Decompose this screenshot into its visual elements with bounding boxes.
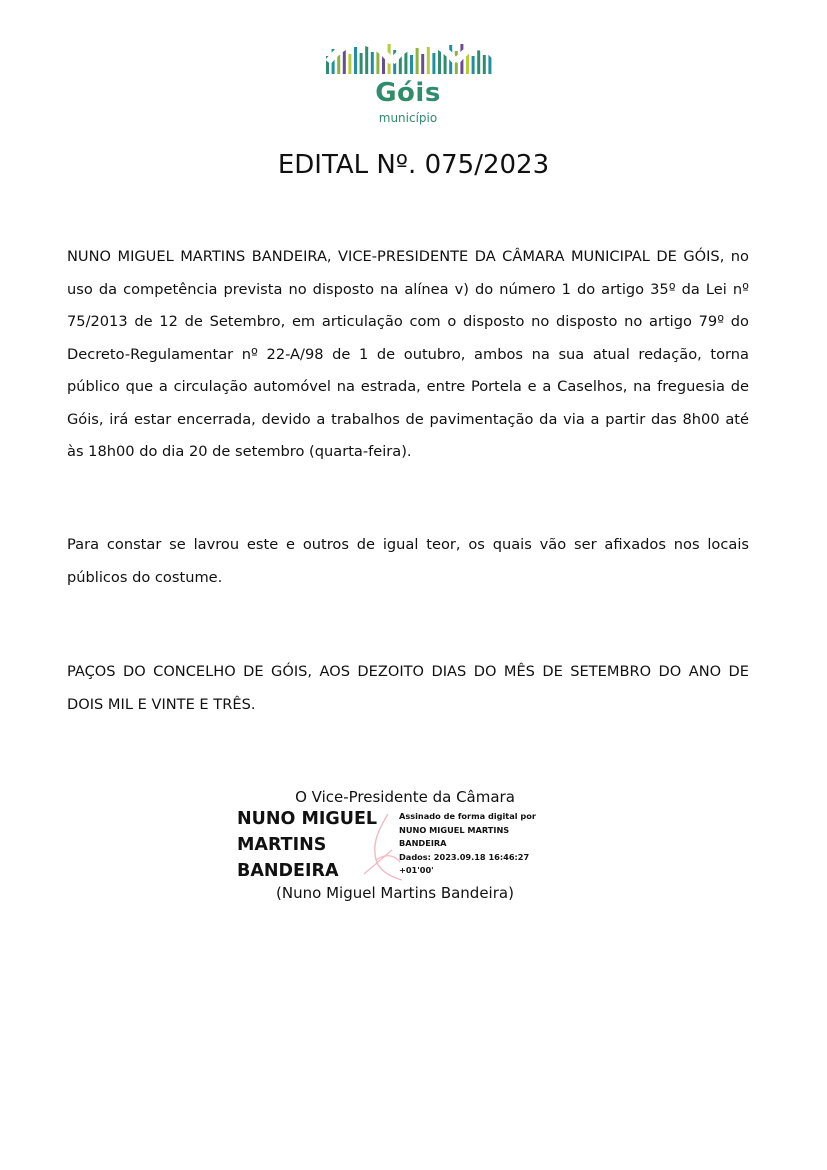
signature-name-line: NUNO MIGUEL: [237, 809, 378, 829]
digital-signature-stamp: [399, 810, 574, 878]
body-paragraph-main: NUNO MIGUEL MARTINS BANDEIRA, VICE-PRESIDENTE DA CÂMARA MUNICIPAL DE GÓIS, no uso da competência prevista no disposto na alínea v) do número 1 do artigo 35º da Lei nº 75/2013 de 12 de Setembro, em articulação com o disposto no disposto no artigo 79º do Decreto-Regulamentar nº 22-A/98 de 1 de outubro, ambos na sua atual redação, torna público que a circulação automóvel na estrada, entre Portela e a Caselhos, na freguesia de Góis, irá estar encerrada, devido a trabalhos de pavimentação da via a partir das 8h00 até às 18h00 do dia 20 de setembro (quarta-feira).: [67, 248, 749, 460]
body-paragraph-date: PAÇOS DO CONCELHO DE GÓIS, AOS DEZOITO DIAS DO MÊS DE SETEMBRO DO ANO DE DOIS MIL E VINTE E TRÊS.: [67, 663, 749, 713]
logo-bar: [337, 55, 340, 74]
logo-bar: [360, 53, 363, 74]
stamp-line: NUNO MIGUEL MARTINS: [399, 824, 510, 835]
logo-bar: [410, 55, 413, 74]
body-paragraph-posting: Para constar se lavrou este e outros de igual teor, os quais vão ser afixados nos locais públicos do costume.: [67, 536, 749, 586]
logo-bar: [477, 49, 480, 74]
stamp-line: +01'00': [399, 865, 434, 876]
logo-bar: [371, 52, 374, 74]
document-title: EDITAL Nº. 075/2023: [277, 150, 550, 180]
logo-bar: [427, 47, 430, 74]
logo-bar: [472, 56, 475, 74]
stamp-line: Assinado de forma digital por: [399, 811, 536, 821]
stamp-line: BANDEIRA: [399, 838, 447, 849]
logo-bar: [343, 48, 346, 74]
signature-printed-name: (Nuno Miguel Martins Bandeira): [276, 884, 514, 902]
logo-subtitle: município: [378, 111, 438, 125]
stamp-line: Dados: 2023.09.18 16:46:27: [399, 851, 530, 862]
logo-bar: [416, 48, 419, 74]
municipality-logo: [318, 28, 498, 128]
signature-role: O Vice-Presidente da Câmara: [295, 788, 515, 806]
signature-name-line: BANDEIRA: [237, 861, 339, 881]
logo-bar: [432, 53, 435, 74]
logo-name: Góis: [375, 78, 441, 108]
logo-bar: [354, 47, 357, 74]
signature-name-line: MARTINS: [237, 835, 327, 855]
logo-bar: [421, 54, 424, 74]
logo-bar: [348, 54, 351, 74]
logo-bar: [365, 46, 368, 74]
logo-bar: [483, 55, 486, 74]
bridge-logo-icon: [318, 28, 498, 78]
